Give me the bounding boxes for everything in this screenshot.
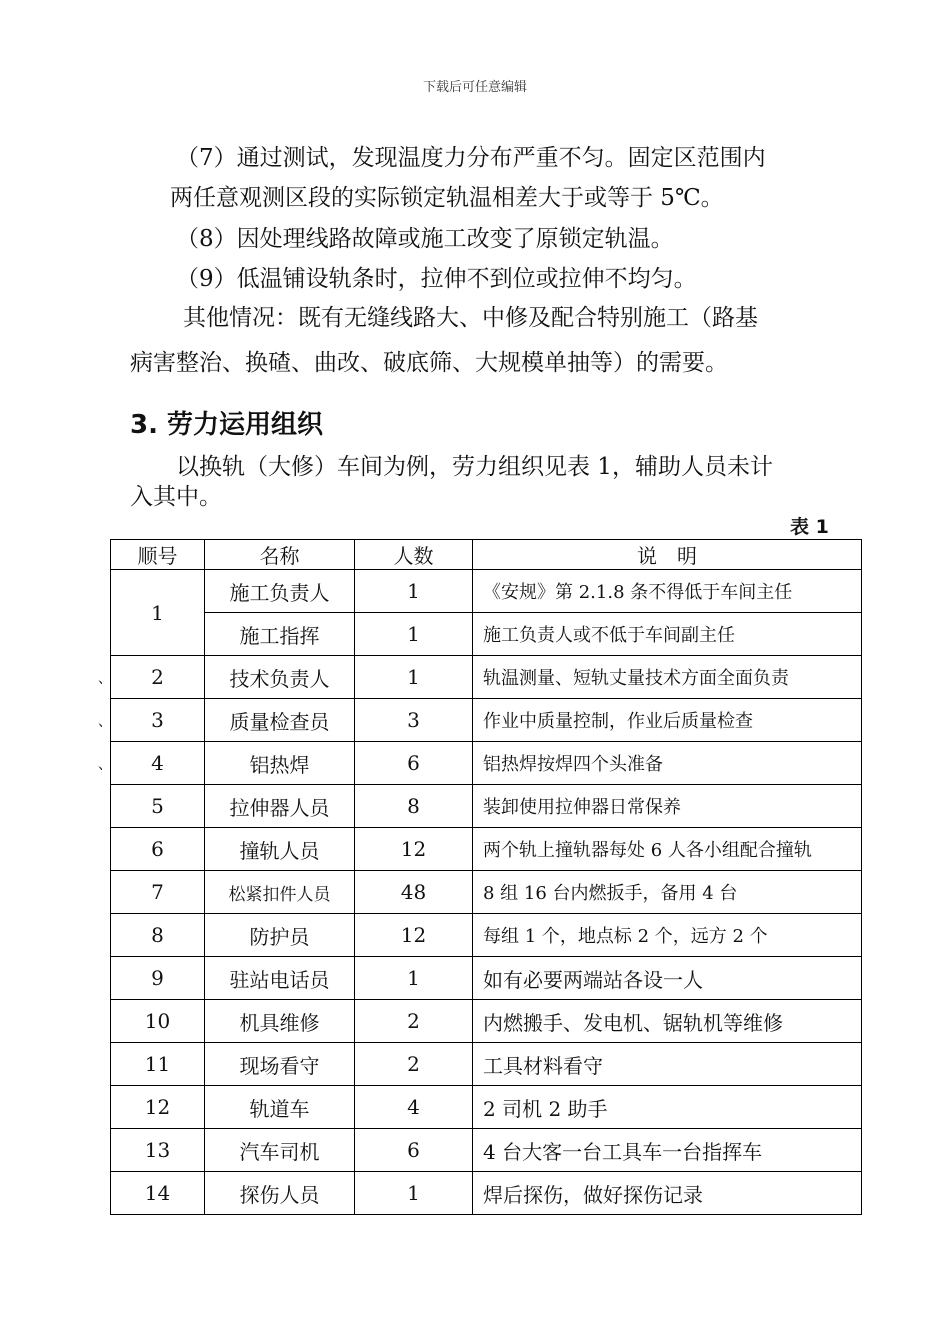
cell-count: 2 xyxy=(355,1043,473,1086)
cell-note: 2 司机 2 助手 xyxy=(473,1086,862,1129)
section-intro-line2: 入其中。 xyxy=(130,484,222,510)
cell-name: 施工指挥 xyxy=(205,613,355,656)
cell-name: 现场看守 xyxy=(205,1043,355,1086)
cell-count: 8 xyxy=(355,785,473,828)
cell-count: 1 xyxy=(355,656,473,699)
paragraph-item-8: （8）因处理线路故障或施工改变了原锁定轨温。 xyxy=(176,226,674,252)
cell-number: 2 xyxy=(111,656,205,699)
cell-number: 5 xyxy=(111,785,205,828)
cell-name: 探伤人员 xyxy=(205,1172,355,1215)
cell-number: 9 xyxy=(111,957,205,1000)
cell-note: 如有必要两端站各设一人 xyxy=(473,957,862,1000)
cell-name: 驻站电话员 xyxy=(205,957,355,1000)
cell-note: 《安规》第 2.1.8 条不得低于车间主任 xyxy=(473,570,862,613)
cell-count: 3 xyxy=(355,699,473,742)
table-row xyxy=(111,785,862,828)
column-header-note: 说 明 xyxy=(473,540,862,570)
cell-note: 4 台大客一台工具车一台指挥车 xyxy=(473,1129,862,1172)
table-row xyxy=(111,570,862,613)
cell-name: 机具维修 xyxy=(205,1000,355,1043)
cell-number: 8 xyxy=(111,914,205,957)
cell-count: 1 xyxy=(355,570,473,613)
table-row xyxy=(111,1129,862,1172)
table-row xyxy=(111,699,862,742)
paragraph-other-line2: 病害整治、换碴、曲改、破底筛、大规模单抽等）的需要。 xyxy=(130,350,728,376)
cell-note: 作业中质量控制，作业后质量检查 xyxy=(473,699,862,742)
cell-number: 1 xyxy=(111,570,205,656)
table-row xyxy=(111,613,862,656)
cell-number: 7 xyxy=(111,871,205,914)
table-row xyxy=(111,914,862,957)
cell-note: 内燃搬手、发电机、锯轨机等维修 xyxy=(473,1000,862,1043)
cell-note: 两个轨上撞轨器每处 6 人各小组配合撞轨 xyxy=(473,828,862,871)
page-header: 下载后可任意编辑 xyxy=(422,80,527,95)
labor-organization-table xyxy=(110,539,862,1215)
cell-count: 2 xyxy=(355,1000,473,1043)
cell-note: 工具材料看守 xyxy=(473,1043,862,1086)
cell-count: 48 xyxy=(355,871,473,914)
paragraph-item-9: （9）低温铺设轨条时，拉伸不到位或拉伸不均匀。 xyxy=(176,266,697,292)
cell-number: 11 xyxy=(111,1043,205,1086)
column-header-name: 名称 xyxy=(205,540,355,570)
table-row xyxy=(111,1000,862,1043)
cell-count: 6 xyxy=(355,1129,473,1172)
cell-note: 8 组 16 台内燃扳手，备用 4 台 xyxy=(473,871,862,914)
column-header-count: 人数 xyxy=(355,540,473,570)
section-heading: 3. 劳力运用组织 xyxy=(130,410,324,440)
cell-name: 施工负责人 xyxy=(205,570,355,613)
cell-count: 4 xyxy=(355,1086,473,1129)
cell-number: 4 xyxy=(111,742,205,785)
table-row xyxy=(111,828,862,871)
cell-name: 轨道车 xyxy=(205,1086,355,1129)
cell-number: 13 xyxy=(111,1129,205,1172)
cell-note: 装卸使用拉伸器日常保养 xyxy=(473,785,862,828)
paragraph-other-line1: 其他情况：既有无缝线路大、中修及配合特别施工（路基 xyxy=(183,305,758,331)
margin-mark: 、 xyxy=(98,671,112,687)
cell-name: 拉伸器人员 xyxy=(205,785,355,828)
table-row xyxy=(111,1172,862,1215)
paragraph-item-7-line1: （7）通过测试，发现温度力分布严重不匀。固定区范围内 xyxy=(176,145,766,171)
cell-note: 焊后探伤，做好探伤记录 xyxy=(473,1172,862,1215)
cell-count: 12 xyxy=(355,914,473,957)
cell-name: 质量检查员 xyxy=(205,699,355,742)
cell-note: 铝热焊按焊四个头准备 xyxy=(473,742,862,785)
cell-name: 铝热焊 xyxy=(205,742,355,785)
cell-name: 松紧扣件人员 xyxy=(205,871,355,914)
column-header-number: 顺号 xyxy=(111,540,205,570)
cell-number: 6 xyxy=(111,828,205,871)
cell-note: 施工负责人或不低于车间副主任 xyxy=(473,613,862,656)
margin-mark: 、 xyxy=(98,757,112,773)
cell-number: 3 xyxy=(111,699,205,742)
paragraph-item-7-line2: 两任意观测区段的实际锁定轨温相差大于或等于 5℃。 xyxy=(170,185,724,211)
cell-count: 1 xyxy=(355,957,473,1000)
table-row xyxy=(111,742,862,785)
table-row xyxy=(111,957,862,1000)
table-row xyxy=(111,1086,862,1129)
cell-count: 1 xyxy=(355,1172,473,1215)
cell-number: 12 xyxy=(111,1086,205,1129)
section-intro-line1: 以换轨（大修）车间为例，劳力组织见表 1，辅助人员未计 xyxy=(176,454,773,480)
table-caption: 表 1 xyxy=(790,516,829,538)
cell-count: 6 xyxy=(355,742,473,785)
cell-note: 每组 1 个，地点标 2 个，远方 2 个 xyxy=(473,914,862,957)
cell-number: 14 xyxy=(111,1172,205,1215)
table-row xyxy=(111,1043,862,1086)
cell-note: 轨温测量、短轨丈量技术方面全面负责 xyxy=(473,656,862,699)
table-row xyxy=(111,871,862,914)
cell-name: 技术负责人 xyxy=(205,656,355,699)
cell-name: 防护员 xyxy=(205,914,355,957)
cell-name: 汽车司机 xyxy=(205,1129,355,1172)
table-header-row xyxy=(111,540,862,570)
margin-mark: 、 xyxy=(98,714,112,730)
cell-number: 10 xyxy=(111,1000,205,1043)
cell-count: 12 xyxy=(355,828,473,871)
cell-count: 1 xyxy=(355,613,473,656)
table-row xyxy=(111,656,862,699)
cell-name: 撞轨人员 xyxy=(205,828,355,871)
